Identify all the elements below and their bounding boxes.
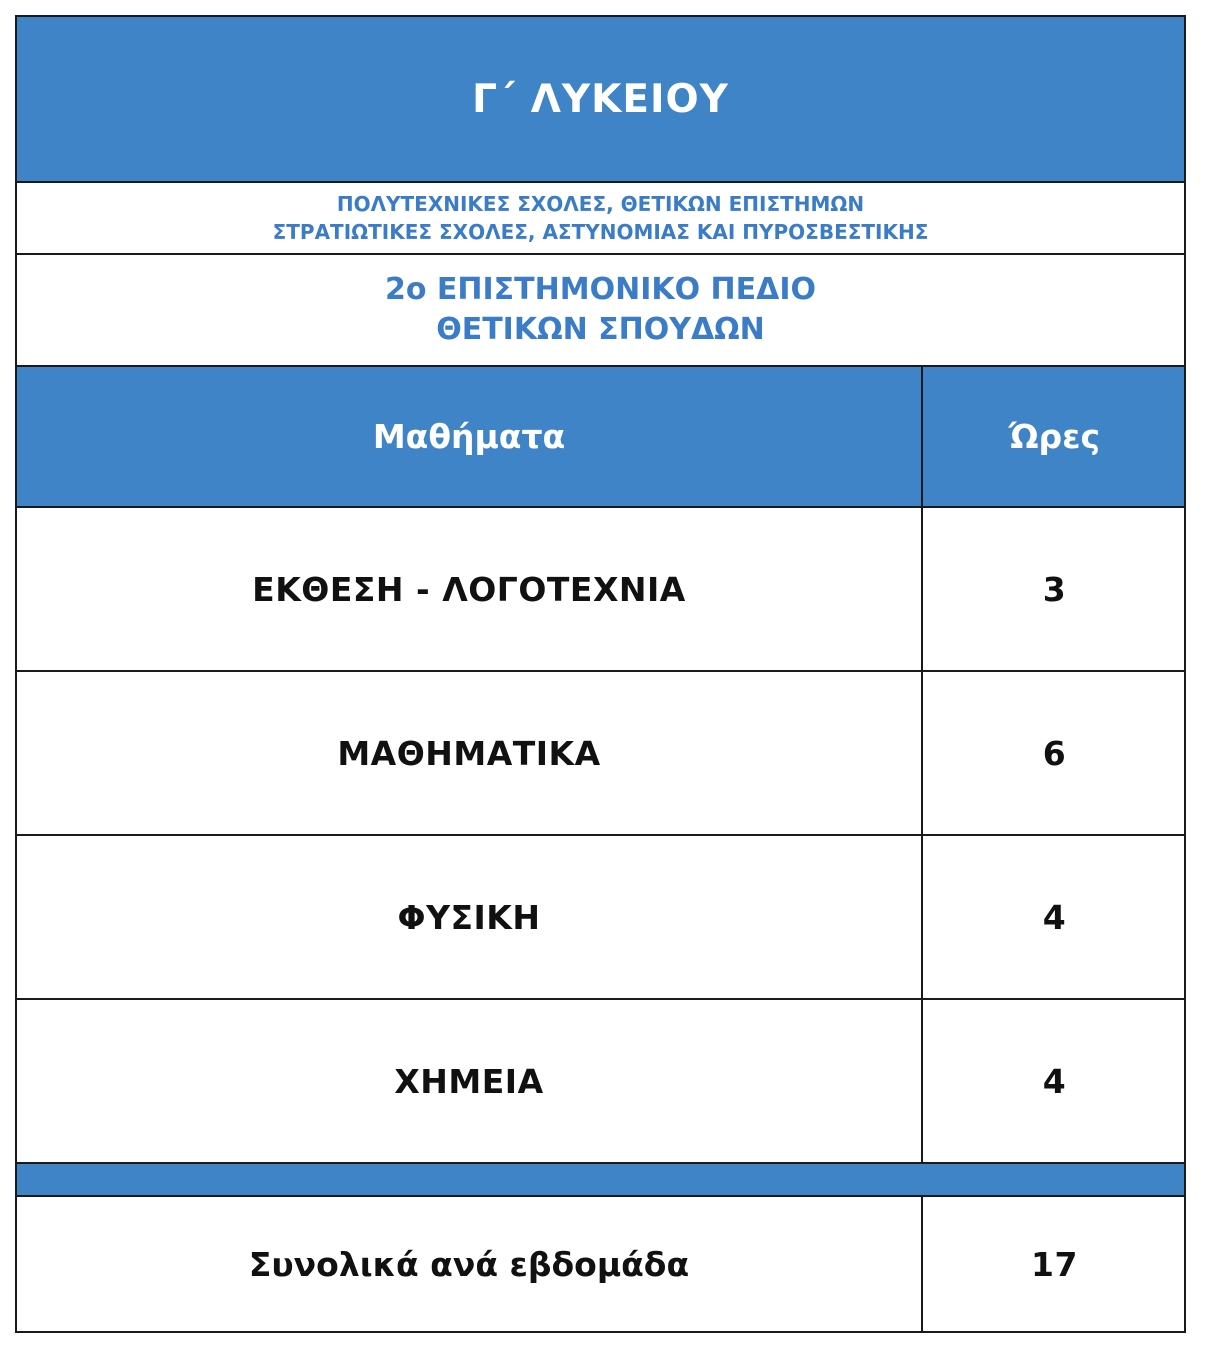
hours-cell: 6: [1042, 733, 1067, 773]
total-label-cell: Συνολικά ανά εβδομάδα: [248, 1244, 690, 1284]
schools-line-2: ΣΤΡΑΤΙΩΤΙΚΕΣ ΣΧΟΛΕΣ, ΑΣΤΥΝΟΜΙΑΣ ΚΑΙ ΠΥΡΟΣΒΕΣΤΙΚΗΣ: [272, 220, 929, 244]
total-hours-cell: 17: [1031, 1244, 1078, 1284]
table-row: [17, 1000, 1184, 1162]
schools-line-1: ΠΟΛΥΤΕΧΝΙΚΕΣ ΣΧΟΛΕΣ, ΘΕΤΙΚΩΝ ΕΠΙΣΤΗΜΩΝ: [336, 192, 865, 216]
title-banner: [17, 17, 1184, 181]
subject-cell: ΧΗΜΕΙΑ: [394, 1061, 544, 1101]
page-title: Γ΄ ΛΥΚΕΙΟΥ: [472, 76, 729, 122]
table-row: [17, 508, 1184, 670]
subject-cell: ΕΚΘΕΣΗ - ΛΟΓΟΤΕΧΝΙΑ: [252, 569, 686, 609]
header-hours: Ώρες: [1008, 417, 1101, 456]
table-row: [17, 672, 1184, 834]
field-line-2: ΘΕΤΙΚΩΝ ΣΠΟΥΔΩΝ: [436, 312, 765, 347]
column-divider: [921, 367, 923, 506]
table-row: [17, 836, 1184, 998]
schools-section: [17, 183, 1184, 253]
separator-band: [17, 1164, 1184, 1195]
hours-cell: 4: [1042, 1061, 1067, 1101]
total-row: [17, 1197, 1184, 1331]
header-subject: Μαθήματα: [372, 417, 566, 456]
field-line-1: 2ο ΕΠΙΣΤΗΜΟΝΙΚΟ ΠΕΔΙΟ: [384, 272, 817, 307]
column-divider: [921, 1197, 923, 1331]
column-divider: [921, 508, 923, 1162]
schedule-table: [15, 15, 1186, 1333]
table-header-row: [17, 367, 1184, 506]
hours-cell: 3: [1042, 569, 1067, 609]
subject-cell: ΜΑΘΗΜΑΤΙΚΑ: [337, 733, 601, 773]
hours-cell: 4: [1042, 897, 1067, 937]
scientific-field-section: [17, 255, 1184, 365]
subject-cell: ΦΥΣΙΚΗ: [397, 897, 541, 937]
